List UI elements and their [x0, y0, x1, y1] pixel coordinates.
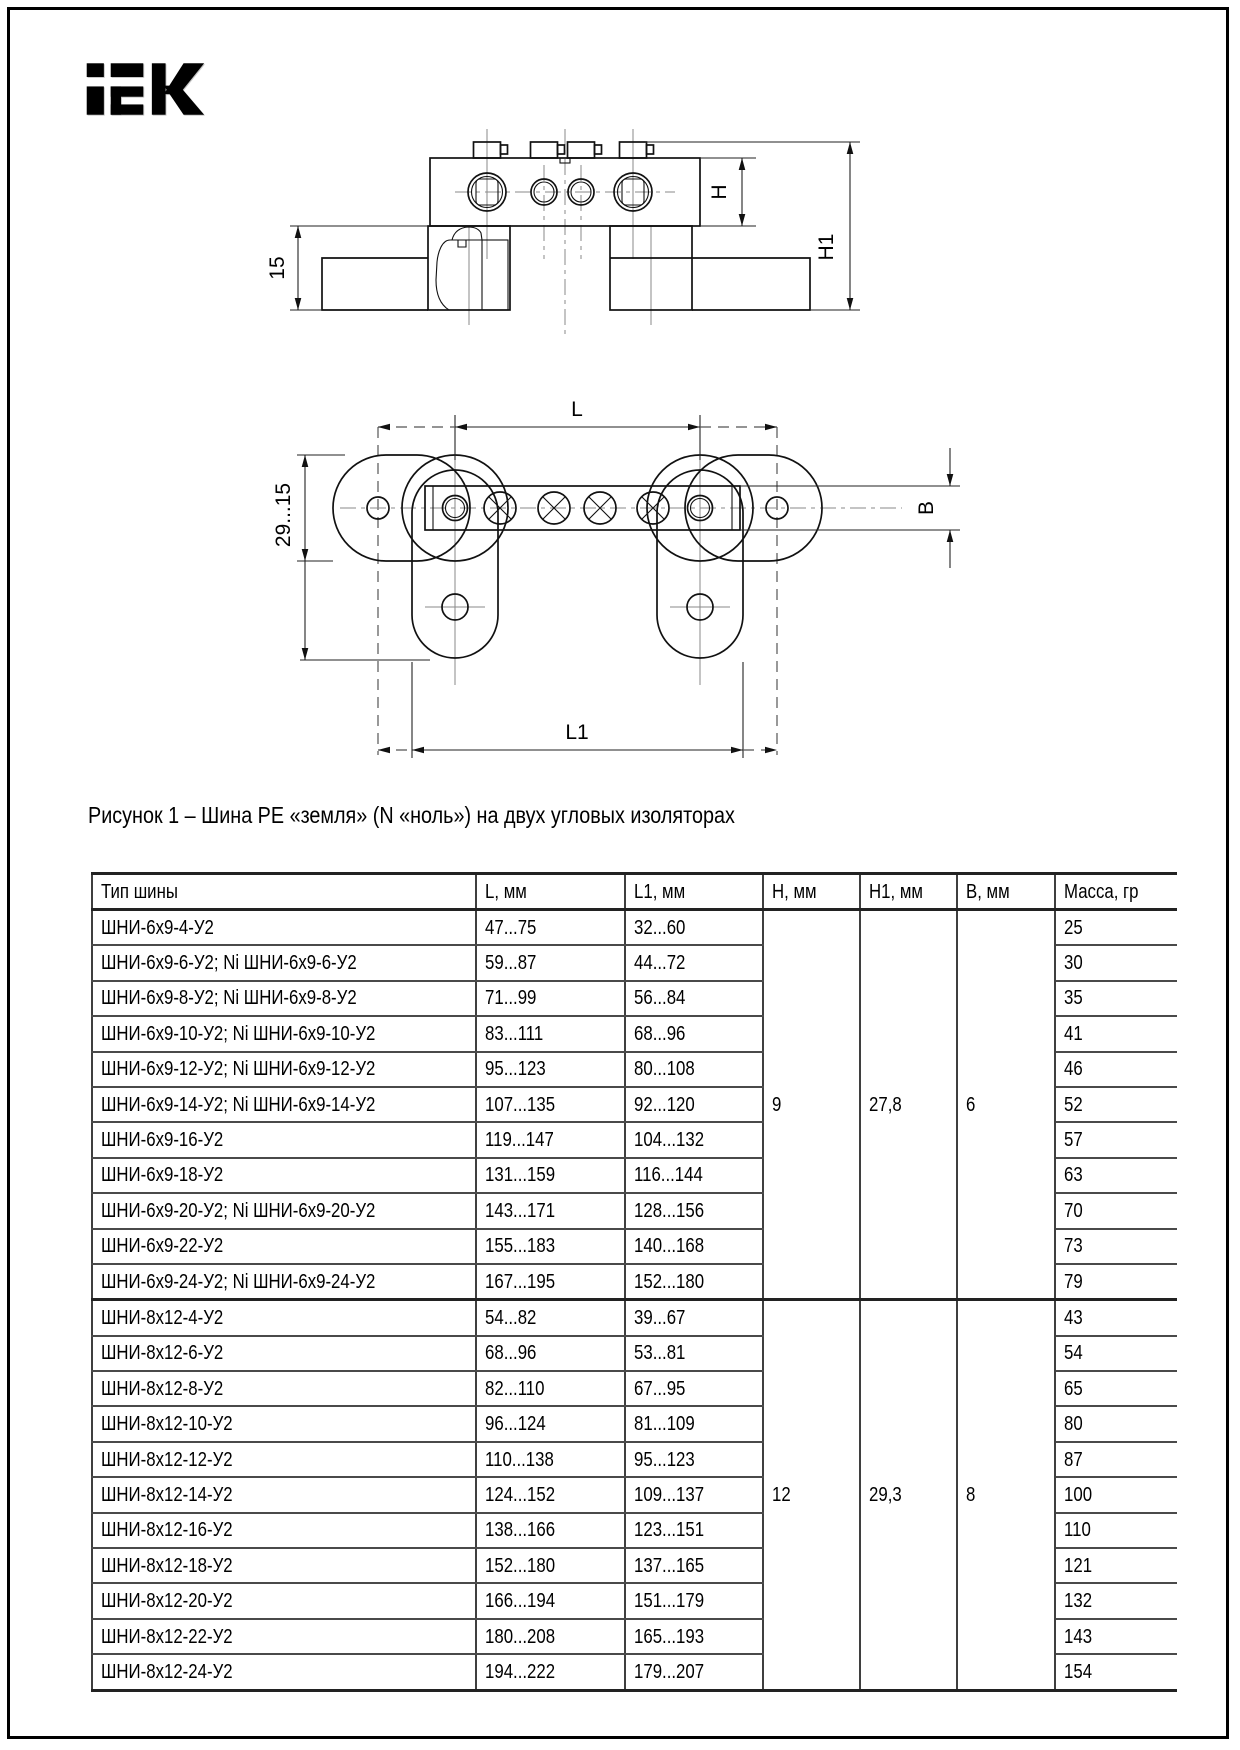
cell-l — [476, 1052, 625, 1087]
cell-l — [476, 1548, 625, 1583]
cell-l1 — [625, 1619, 763, 1654]
cell-l1 — [625, 1052, 763, 1087]
figure-caption — [88, 802, 840, 829]
cell-type-text: ШНИ-6x9-14-У2; Ni ШНИ-6x9-14-У2 — [101, 1092, 376, 1116]
cell-l1-text: 137...165 — [634, 1553, 705, 1577]
spec-table — [91, 872, 1177, 1692]
cell-h-merged-text: 12 — [772, 1482, 791, 1506]
cell-mass — [1055, 1158, 1177, 1193]
cell-l1-text: 165...193 — [634, 1624, 705, 1648]
cell-mass-text: 87 — [1064, 1447, 1083, 1471]
cell-type-text: ШНИ-6x9-6-У2; Ni ШНИ-6x9-6-У2 — [101, 951, 357, 975]
cell-l1 — [625, 1300, 763, 1336]
col-header-mass: Масса, гр — [1064, 879, 1139, 903]
cell-l-text: 155...183 — [485, 1234, 556, 1258]
cell-type — [92, 1477, 476, 1512]
cell-l1-text: 56...84 — [634, 986, 686, 1010]
cell-type — [92, 945, 476, 980]
dim-label-l1: L1 — [565, 721, 589, 744]
cell-l-text: 59...87 — [485, 951, 537, 975]
cell-type-text: ШНИ-8x12-8-У2 — [101, 1376, 224, 1400]
cell-mass — [1055, 1371, 1177, 1406]
cell-l1-text: 152...180 — [634, 1269, 705, 1293]
cell-type — [92, 1052, 476, 1087]
cell-l — [476, 1300, 625, 1336]
cell-l-text: 82...110 — [485, 1376, 545, 1400]
spec-table-body — [92, 910, 1177, 1691]
cell-type-text: ШНИ-8x12-24-У2 — [101, 1659, 233, 1683]
cell-l-text: 96...124 — [485, 1412, 546, 1436]
cell-mass — [1055, 910, 1177, 946]
cell-mass — [1055, 1619, 1177, 1654]
cell-l1 — [625, 1087, 763, 1122]
cell-h-merged — [763, 910, 860, 1300]
screw-heads — [474, 142, 654, 158]
cell-type-text: ШНИ-6x9-22-У2 — [101, 1234, 224, 1258]
cell-l — [476, 981, 625, 1016]
cell-type-text: ШНИ-8x12-16-У2 — [101, 1518, 233, 1542]
cell-type-text: ШНИ-8x12-14-У2 — [101, 1482, 233, 1506]
cell-l — [476, 1087, 625, 1122]
table-row — [92, 910, 1177, 946]
cell-l1 — [625, 1371, 763, 1406]
cell-mass — [1055, 1336, 1177, 1371]
cell-type-text: ШНИ-8x12-18-У2 — [101, 1553, 233, 1577]
cell-mass-text: 79 — [1064, 1269, 1083, 1293]
table-row — [92, 1300, 1177, 1336]
cell-mass-text: 80 — [1064, 1412, 1083, 1436]
cell-l — [476, 1442, 625, 1477]
cell-l-text: 138...166 — [485, 1518, 556, 1542]
cell-l-text: 194...222 — [485, 1659, 556, 1683]
cell-l1-text: 44...72 — [634, 951, 686, 975]
dim-h — [700, 158, 756, 226]
cell-l1-text: 80...108 — [634, 1057, 695, 1081]
cell-type-text: ШНИ-8x12-20-У2 — [101, 1589, 233, 1613]
cell-l1-text: 109...137 — [634, 1482, 705, 1506]
cell-mass-text: 154 — [1064, 1659, 1093, 1683]
cell-mass — [1055, 1122, 1177, 1157]
figure-caption-text: Рисунок 1 – Шина PE «земля» (N «ноль») на двух угловых изоляторах — [88, 802, 735, 828]
cell-l1 — [625, 1122, 763, 1157]
cell-mass-text: 41 — [1064, 1021, 1083, 1045]
cell-l — [476, 1477, 625, 1512]
cell-l — [476, 910, 625, 946]
cell-l1-text: 39...67 — [634, 1305, 686, 1329]
cell-mass — [1055, 1406, 1177, 1441]
cell-l1-text: 92...120 — [634, 1092, 695, 1116]
table-header-row — [92, 874, 1177, 910]
cell-type-text: ШНИ-8x12-12-У2 — [101, 1447, 233, 1471]
cell-type-text: ШНИ-8x12-22-У2 — [101, 1624, 233, 1648]
cell-mass-text: 35 — [1064, 986, 1083, 1010]
cell-type — [92, 1619, 476, 1654]
cell-l1 — [625, 1158, 763, 1193]
cell-type-text: ШНИ-6x9-20-У2; Ni ШНИ-6x9-20-У2 — [101, 1198, 376, 1222]
cell-l-text: 143...171 — [485, 1198, 556, 1222]
dim-label-l: L — [571, 398, 583, 421]
cell-l1 — [625, 1229, 763, 1264]
cell-l1-text: 67...95 — [634, 1376, 686, 1400]
dim-l1 — [378, 662, 777, 758]
col-header-l1: L1, мм — [634, 879, 686, 903]
cell-type-text: ШНИ-6x9-24-У2; Ni ШНИ-6x9-24-У2 — [101, 1269, 376, 1293]
cell-l1 — [625, 1406, 763, 1441]
cell-l1 — [625, 1548, 763, 1583]
cell-type — [92, 1548, 476, 1583]
cell-mass-text: 25 — [1064, 915, 1083, 939]
cell-l1-text: 116...144 — [634, 1163, 703, 1187]
cell-l1 — [625, 1442, 763, 1477]
cell-l1-text: 81...109 — [634, 1412, 695, 1436]
cell-l1 — [625, 1513, 763, 1548]
cell-l1-text: 151...179 — [634, 1589, 705, 1613]
dim-label-29-15: 29...15 — [272, 482, 295, 548]
cell-h1-merged-text: 27,8 — [869, 1092, 902, 1116]
cell-type — [92, 1300, 476, 1336]
cell-l-text: 107...135 — [485, 1092, 556, 1116]
spec-table-wrap — [91, 872, 1177, 1692]
cell-l — [476, 1193, 625, 1228]
cell-l — [476, 1336, 625, 1371]
cell-mass — [1055, 1654, 1177, 1690]
cell-l1 — [625, 981, 763, 1016]
cell-mass-text: 110 — [1064, 1518, 1091, 1542]
cell-l-text: 110...138 — [485, 1447, 554, 1471]
cell-l — [476, 1122, 625, 1157]
cell-type-text: ШНИ-6x9-8-У2; Ni ШНИ-6x9-8-У2 — [101, 986, 357, 1010]
cell-mass-text: 30 — [1064, 951, 1083, 975]
cell-l — [476, 1158, 625, 1193]
cell-mass-text: 52 — [1064, 1092, 1083, 1116]
cell-mass — [1055, 981, 1177, 1016]
cell-type — [92, 1264, 476, 1300]
dim-label-h: H — [708, 184, 731, 200]
cell-mass-text: 132 — [1064, 1589, 1093, 1613]
cell-l1-text: 104...132 — [634, 1128, 705, 1152]
cell-l-text: 131...159 — [485, 1163, 556, 1187]
cell-type — [92, 1513, 476, 1548]
dim-15 — [266, 226, 428, 310]
cell-l1 — [625, 1336, 763, 1371]
col-header-h: H, мм — [772, 879, 817, 903]
cell-l-text: 95...123 — [485, 1057, 546, 1081]
cell-l1 — [625, 1264, 763, 1300]
cell-l1 — [625, 1583, 763, 1618]
col-header-b: B, мм — [966, 879, 1010, 903]
iek-logo-icon — [85, 56, 205, 122]
cell-l1 — [625, 1477, 763, 1512]
cell-type — [92, 1087, 476, 1122]
cell-type — [92, 1158, 476, 1193]
cell-l — [476, 1619, 625, 1654]
cell-l — [476, 1371, 625, 1406]
cell-mass-text: 54 — [1064, 1341, 1083, 1365]
cell-b-merged-text: 6 — [966, 1092, 976, 1116]
cell-type-text: ШНИ-6x9-4-У2 — [101, 915, 214, 939]
dim-label-b: B — [915, 500, 938, 516]
cell-type — [92, 1229, 476, 1264]
cell-mass — [1055, 1087, 1177, 1122]
cell-l-text: 54...82 — [485, 1305, 537, 1329]
cell-mass-text: 63 — [1064, 1163, 1083, 1187]
cell-h1-merged-text: 29,3 — [869, 1482, 902, 1506]
cell-mass — [1055, 1016, 1177, 1051]
cell-l — [476, 1016, 625, 1051]
cell-mass-text: 43 — [1064, 1305, 1083, 1329]
col-header-l: L, мм — [485, 879, 527, 903]
cell-type — [92, 1442, 476, 1477]
cell-type-text: ШНИ-6x9-18-У2 — [101, 1163, 224, 1187]
cell-type-text: ШНИ-6x9-16-У2 — [101, 1128, 224, 1152]
cell-l1 — [625, 910, 763, 946]
cell-type — [92, 1122, 476, 1157]
cell-type — [92, 1193, 476, 1228]
cell-mass-text: 121 — [1064, 1553, 1093, 1577]
cell-mass — [1055, 1229, 1177, 1264]
cell-type-text: ШНИ-8x12-10-У2 — [101, 1412, 233, 1436]
cell-l1-text: 140...168 — [634, 1234, 705, 1258]
cell-mass — [1055, 1583, 1177, 1618]
cell-type — [92, 1583, 476, 1618]
cell-l1 — [625, 945, 763, 980]
dim-label-15: 15 — [266, 256, 289, 280]
cell-type — [92, 1371, 476, 1406]
cell-mass-text: 46 — [1064, 1057, 1083, 1081]
cell-mass — [1055, 1300, 1177, 1336]
cell-l-text: 68...96 — [485, 1341, 537, 1365]
dim-label-h1: H1 — [815, 233, 838, 261]
cell-type — [92, 1336, 476, 1371]
cell-mass — [1055, 1264, 1177, 1300]
cell-l — [476, 1654, 625, 1690]
cell-type — [92, 910, 476, 946]
cell-mass — [1055, 1477, 1177, 1512]
cell-l — [476, 1264, 625, 1300]
cell-mass — [1055, 1442, 1177, 1477]
cell-l — [476, 1583, 625, 1618]
cell-l-text: 152...180 — [485, 1553, 556, 1577]
cell-type-text: ШНИ-6x9-12-У2; Ni ШНИ-6x9-12-У2 — [101, 1057, 376, 1081]
cell-l — [476, 1229, 625, 1264]
cell-l-text: 124...152 — [485, 1482, 556, 1506]
cell-b-merged-text: 8 — [966, 1482, 976, 1506]
cell-l-text: 83...111 — [485, 1021, 544, 1045]
cell-l — [476, 945, 625, 980]
cell-l1-text: 32...60 — [634, 915, 686, 939]
cell-mass-text: 57 — [1064, 1128, 1083, 1152]
cell-type-text: ШНИ-8x12-6-У2 — [101, 1341, 224, 1365]
cell-l — [476, 1406, 625, 1441]
cell-h-merged — [763, 1300, 860, 1690]
figure-plan-view — [270, 390, 960, 780]
cell-mass-text: 143 — [1064, 1624, 1093, 1648]
cell-type — [92, 1406, 476, 1441]
cell-type — [92, 1016, 476, 1051]
cell-l-text: 180...208 — [485, 1624, 556, 1648]
cell-l-text: 47...75 — [485, 915, 537, 939]
cell-l1-text: 53...81 — [634, 1341, 686, 1365]
cell-l-text: 167...195 — [485, 1269, 556, 1293]
cell-type — [92, 1654, 476, 1690]
cell-l1-text: 95...123 — [634, 1447, 695, 1471]
cell-mass — [1055, 945, 1177, 980]
cell-mass-text: 65 — [1064, 1376, 1083, 1400]
cell-h1-merged — [860, 910, 957, 1300]
cell-b-merged — [957, 1300, 1055, 1690]
cell-h1-merged — [860, 1300, 957, 1690]
cell-type — [92, 981, 476, 1016]
cell-l1-text: 68...96 — [634, 1021, 686, 1045]
cell-mass-text: 100 — [1064, 1482, 1093, 1506]
cell-mass — [1055, 1548, 1177, 1583]
dim-l — [378, 398, 777, 460]
cell-l-text: 119...147 — [485, 1128, 554, 1152]
figure-side-view — [260, 125, 880, 360]
cell-type-text: ШНИ-8x12-4-У2 — [101, 1305, 224, 1329]
cell-l1-text: 179...207 — [634, 1659, 705, 1683]
cell-h-merged-text: 9 — [772, 1092, 782, 1116]
insulator-section-detail — [436, 227, 508, 310]
cell-mass — [1055, 1193, 1177, 1228]
cell-l-text: 166...194 — [485, 1589, 556, 1613]
cell-l — [476, 1513, 625, 1548]
cell-b-merged — [957, 910, 1055, 1300]
col-header-type: Тип шины — [101, 879, 178, 903]
cell-l1-text: 128...156 — [634, 1198, 705, 1222]
right-flange — [692, 258, 810, 310]
col-header-h1: H1, мм — [869, 879, 923, 903]
iek-logo — [85, 56, 205, 122]
cell-mass-text: 70 — [1064, 1198, 1083, 1222]
cell-mass-text: 73 — [1064, 1234, 1083, 1258]
cell-l1 — [625, 1654, 763, 1690]
cell-mass — [1055, 1052, 1177, 1087]
cell-l-text: 71...99 — [485, 986, 537, 1010]
cell-l1 — [625, 1016, 763, 1051]
cell-l1-text: 123...151 — [634, 1518, 705, 1542]
cell-type-text: ШНИ-6x9-10-У2; Ni ШНИ-6x9-10-У2 — [101, 1021, 376, 1045]
left-flange — [322, 258, 428, 310]
cell-mass — [1055, 1513, 1177, 1548]
cell-l1 — [625, 1193, 763, 1228]
